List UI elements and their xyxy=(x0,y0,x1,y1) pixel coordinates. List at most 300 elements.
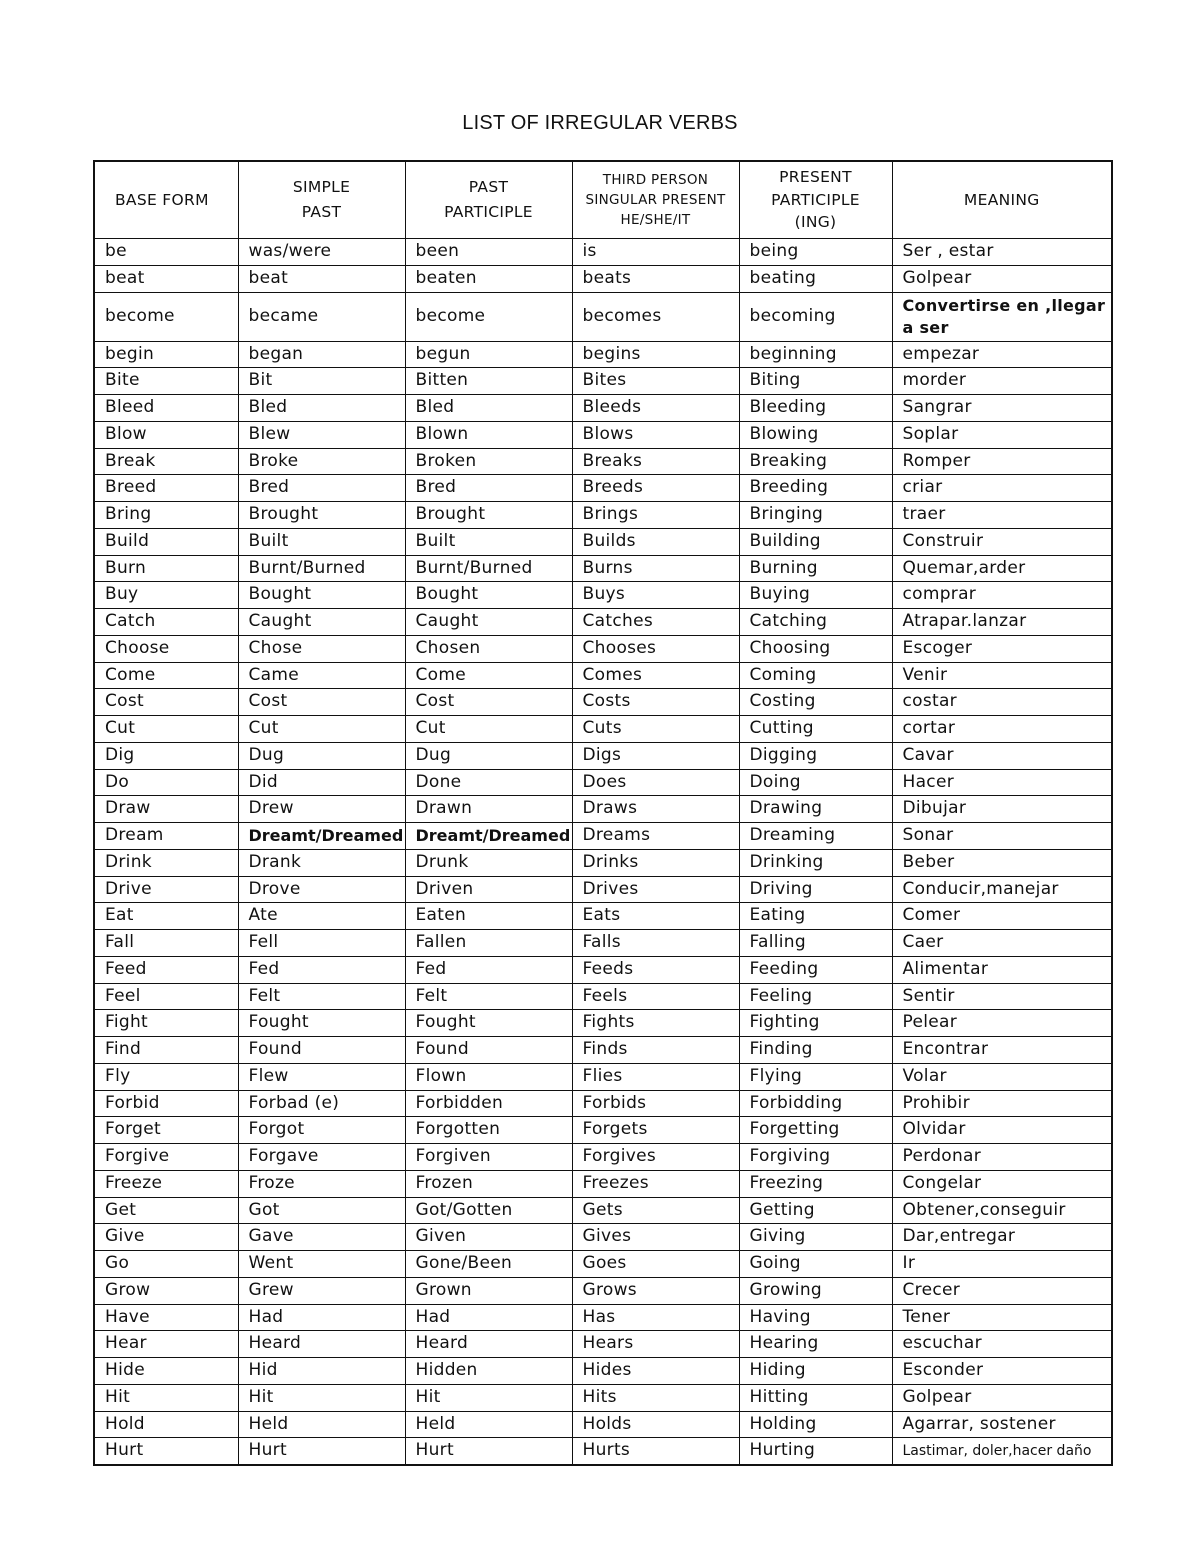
cell-base-form: Forgive xyxy=(94,1144,238,1171)
cell-present-participle: Forgiving xyxy=(739,1144,892,1171)
cell-meaning: Volar xyxy=(892,1063,1112,1090)
cell-third-person: becomes xyxy=(572,292,739,341)
cell-past-participle: Bought xyxy=(405,582,572,609)
table-row xyxy=(94,635,1112,662)
header-past-participle xyxy=(405,161,572,239)
cell-meaning: Lastimar, doler,hacer daño xyxy=(892,1438,1112,1465)
cell-simple-past: Bred xyxy=(238,475,405,502)
table-row xyxy=(94,265,1112,292)
cell-past-participle: Found xyxy=(405,1037,572,1064)
header-line: PAST xyxy=(468,178,509,197)
cell-past-participle: Had xyxy=(405,1304,572,1331)
table-row xyxy=(94,1411,1112,1438)
cell-past-participle: Dreamt/Dreamed xyxy=(405,823,572,850)
table-row xyxy=(94,582,1112,609)
cell-present-participle: Hurting xyxy=(739,1438,892,1465)
table-row xyxy=(94,1170,1112,1197)
header-line: PARTICIPLE xyxy=(444,203,533,221)
cell-simple-past: Had xyxy=(238,1304,405,1331)
cell-base-form: Fall xyxy=(94,930,238,957)
cell-base-form: Catch xyxy=(94,609,238,636)
cell-present-participle: Feeding xyxy=(739,956,892,983)
cell-simple-past: Dug xyxy=(238,742,405,769)
cell-third-person: Builds xyxy=(572,528,739,555)
table-body xyxy=(94,239,1112,1466)
cell-meaning: Golpear xyxy=(892,265,1112,292)
cell-past-participle: Flown xyxy=(405,1063,572,1090)
cell-simple-past: Forgot xyxy=(238,1117,405,1144)
cell-meaning: Esconder xyxy=(892,1358,1112,1385)
cell-base-form: Do xyxy=(94,769,238,796)
cell-present-participle: beating xyxy=(739,265,892,292)
cell-third-person: Does xyxy=(572,769,739,796)
table-row xyxy=(94,1197,1112,1224)
cell-simple-past: Fell xyxy=(238,930,405,957)
table-row xyxy=(94,1144,1112,1171)
table-row xyxy=(94,930,1112,957)
cell-present-participle: Cutting xyxy=(739,716,892,743)
cell-third-person: Flies xyxy=(572,1063,739,1090)
cell-past-participle: Cost xyxy=(405,689,572,716)
cell-simple-past: Caught xyxy=(238,609,405,636)
cell-base-form: Eat xyxy=(94,903,238,930)
cell-third-person: Falls xyxy=(572,930,739,957)
cell-past-participle: Cut xyxy=(405,716,572,743)
cell-past-participle: Drunk xyxy=(405,849,572,876)
cell-past-participle: Heard xyxy=(405,1331,572,1358)
cell-meaning: Ser , estar xyxy=(892,239,1112,266)
table-row xyxy=(94,742,1112,769)
table-row xyxy=(94,1037,1112,1064)
cell-meaning: Dibujar xyxy=(892,796,1112,823)
cell-simple-past: Fed xyxy=(238,956,405,983)
cell-past-participle: Caught xyxy=(405,609,572,636)
cell-third-person: Hurts xyxy=(572,1438,739,1465)
cell-third-person: Drinks xyxy=(572,849,739,876)
cell-base-form: Choose xyxy=(94,635,238,662)
cell-present-participle: Catching xyxy=(739,609,892,636)
cell-base-form: Bring xyxy=(94,502,238,529)
cell-simple-past: beat xyxy=(238,265,405,292)
cell-base-form: Forget xyxy=(94,1117,238,1144)
cell-present-participle: Coming xyxy=(739,662,892,689)
cell-present-participle: Getting xyxy=(739,1197,892,1224)
header-line: PRESENT xyxy=(779,168,852,187)
cell-third-person: Cuts xyxy=(572,716,739,743)
cell-third-person: Dreams xyxy=(572,823,739,850)
cell-simple-past: Grew xyxy=(238,1277,405,1304)
table-row xyxy=(94,1063,1112,1090)
cell-present-participle: Hiding xyxy=(739,1358,892,1385)
table-row xyxy=(94,421,1112,448)
cell-past-participle: Drawn xyxy=(405,796,572,823)
cell-base-form: Feel xyxy=(94,983,238,1010)
cell-present-participle: Freezing xyxy=(739,1170,892,1197)
cell-past-participle: Driven xyxy=(405,876,572,903)
cell-third-person: is xyxy=(572,239,739,266)
table-row xyxy=(94,555,1112,582)
header-line: (ING) xyxy=(794,213,837,232)
header-meaning: MEANING xyxy=(892,161,1112,239)
cell-present-participle: Digging xyxy=(739,742,892,769)
cell-past-participle: Brought xyxy=(405,502,572,529)
cell-present-participle: becoming xyxy=(739,292,892,341)
cell-past-participle: Bitten xyxy=(405,368,572,395)
cell-third-person: Bleeds xyxy=(572,395,739,422)
cell-third-person: Feeds xyxy=(572,956,739,983)
table-row xyxy=(94,475,1112,502)
cell-simple-past: Hit xyxy=(238,1384,405,1411)
cell-present-participle: Drawing xyxy=(739,796,892,823)
cell-past-participle: Hidden xyxy=(405,1358,572,1385)
table-row xyxy=(94,1277,1112,1304)
cell-meaning: escuchar xyxy=(892,1331,1112,1358)
cell-base-form: become xyxy=(94,292,238,341)
table-row xyxy=(94,502,1112,529)
cell-simple-past: Brought xyxy=(238,502,405,529)
cell-present-participle: Having xyxy=(739,1304,892,1331)
cell-past-participle: Hurt xyxy=(405,1438,572,1465)
page-title: LIST OF IRREGULAR VERBS xyxy=(462,112,738,134)
cell-third-person: Catches xyxy=(572,609,739,636)
cell-present-participle: Forgetting xyxy=(739,1117,892,1144)
cell-meaning: Dar,entregar xyxy=(892,1224,1112,1251)
header-row xyxy=(94,161,1112,239)
cell-meaning: Encontrar xyxy=(892,1037,1112,1064)
cell-meaning: Venir xyxy=(892,662,1112,689)
cell-third-person: Has xyxy=(572,1304,739,1331)
cell-meaning: Pelear xyxy=(892,1010,1112,1037)
table-row xyxy=(94,1251,1112,1278)
table-row xyxy=(94,876,1112,903)
cell-third-person: Fights xyxy=(572,1010,739,1037)
cell-third-person: Feels xyxy=(572,983,739,1010)
cell-meaning: Quemar,arder xyxy=(892,555,1112,582)
cell-meaning: Sonar xyxy=(892,823,1112,850)
header-simple-past xyxy=(238,161,405,239)
cell-base-form: Get xyxy=(94,1197,238,1224)
cell-meaning: morder xyxy=(892,368,1112,395)
cell-past-participle: become xyxy=(405,292,572,341)
header-line: PAST xyxy=(301,203,342,221)
cell-past-participle: Built xyxy=(405,528,572,555)
table-row xyxy=(94,716,1112,743)
table-row xyxy=(94,1117,1112,1144)
cell-third-person: beats xyxy=(572,265,739,292)
cell-present-participle: Building xyxy=(739,528,892,555)
cell-past-participle: Gone/Been xyxy=(405,1251,572,1278)
cell-past-participle: Felt xyxy=(405,983,572,1010)
cell-base-form: Grow xyxy=(94,1277,238,1304)
cell-simple-past: Burnt/Burned xyxy=(238,555,405,582)
cell-present-participle: Drinking xyxy=(739,849,892,876)
cell-base-form: Feed xyxy=(94,956,238,983)
table-row xyxy=(94,1090,1112,1117)
cell-base-form: Drive xyxy=(94,876,238,903)
cell-present-participle: beginning xyxy=(739,341,892,368)
cell-present-participle: Dreaming xyxy=(739,823,892,850)
table-row xyxy=(94,239,1112,266)
table-row xyxy=(94,796,1112,823)
cell-present-participle: Biting xyxy=(739,368,892,395)
cell-third-person: Digs xyxy=(572,742,739,769)
cell-present-participle: Forbidding xyxy=(739,1090,892,1117)
cell-meaning: Prohibir xyxy=(892,1090,1112,1117)
cell-past-participle: Dug xyxy=(405,742,572,769)
cell-simple-past: Chose xyxy=(238,635,405,662)
cell-meaning: Caer xyxy=(892,930,1112,957)
cell-simple-past: Bit xyxy=(238,368,405,395)
cell-base-form: Have xyxy=(94,1304,238,1331)
cell-third-person: Hears xyxy=(572,1331,739,1358)
cell-base-form: Bite xyxy=(94,368,238,395)
cell-present-participle: Growing xyxy=(739,1277,892,1304)
cell-meaning: Convertirse en ,llegar a ser xyxy=(892,292,1112,341)
table-row xyxy=(94,609,1112,636)
cell-third-person: Grows xyxy=(572,1277,739,1304)
cell-base-form: Cost xyxy=(94,689,238,716)
cell-present-participle: Flying xyxy=(739,1063,892,1090)
cell-past-participle: Frozen xyxy=(405,1170,572,1197)
table-row xyxy=(94,1224,1112,1251)
cell-simple-past: Forgave xyxy=(238,1144,405,1171)
table-row xyxy=(94,448,1112,475)
cell-base-form: Buy xyxy=(94,582,238,609)
cell-simple-past: Cut xyxy=(238,716,405,743)
cell-base-form: Give xyxy=(94,1224,238,1251)
cell-past-participle: Chosen xyxy=(405,635,572,662)
cell-base-form: Break xyxy=(94,448,238,475)
cell-third-person: begins xyxy=(572,341,739,368)
cell-third-person: Gives xyxy=(572,1224,739,1251)
cell-simple-past: Drank xyxy=(238,849,405,876)
cell-third-person: Chooses xyxy=(572,635,739,662)
cell-past-participle: Eaten xyxy=(405,903,572,930)
cell-base-form: be xyxy=(94,239,238,266)
cell-present-participle: Bringing xyxy=(739,502,892,529)
cell-meaning: criar xyxy=(892,475,1112,502)
cell-simple-past: Hurt xyxy=(238,1438,405,1465)
table-row xyxy=(94,368,1112,395)
cell-base-form: Hide xyxy=(94,1358,238,1385)
table-row xyxy=(94,1010,1112,1037)
cell-meaning: empezar xyxy=(892,341,1112,368)
cell-simple-past: Heard xyxy=(238,1331,405,1358)
cell-meaning: traer xyxy=(892,502,1112,529)
table-header xyxy=(94,161,1112,239)
cell-simple-past: Broke xyxy=(238,448,405,475)
cell-simple-past: Found xyxy=(238,1037,405,1064)
cell-present-participle: Falling xyxy=(739,930,892,957)
cell-simple-past: Went xyxy=(238,1251,405,1278)
cell-meaning: Romper xyxy=(892,448,1112,475)
cell-meaning: Sentir xyxy=(892,983,1112,1010)
cell-meaning: Crecer xyxy=(892,1277,1112,1304)
cell-meaning: Tener xyxy=(892,1304,1112,1331)
cell-past-participle: Come xyxy=(405,662,572,689)
cell-third-person: Burns xyxy=(572,555,739,582)
cell-past-participle: Bled xyxy=(405,395,572,422)
cell-meaning: Sangrar xyxy=(892,395,1112,422)
table-row xyxy=(94,1438,1112,1465)
cell-present-participle: Going xyxy=(739,1251,892,1278)
cell-past-participle: Fallen xyxy=(405,930,572,957)
cell-past-participle: Forgotten xyxy=(405,1117,572,1144)
cell-third-person: Freezes xyxy=(572,1170,739,1197)
table-row xyxy=(94,1384,1112,1411)
cell-third-person: Gets xyxy=(572,1197,739,1224)
cell-simple-past: Ate xyxy=(238,903,405,930)
table-row xyxy=(94,395,1112,422)
cell-meaning: Ir xyxy=(892,1251,1112,1278)
cell-meaning: costar xyxy=(892,689,1112,716)
cell-simple-past: Felt xyxy=(238,983,405,1010)
cell-past-participle: Burnt/Burned xyxy=(405,555,572,582)
cell-present-participle: Holding xyxy=(739,1411,892,1438)
cell-third-person: Holds xyxy=(572,1411,739,1438)
cell-third-person: Breeds xyxy=(572,475,739,502)
cell-third-person: Drives xyxy=(572,876,739,903)
cell-past-participle: been xyxy=(405,239,572,266)
cell-present-participle: Burning xyxy=(739,555,892,582)
cell-present-participle: Costing xyxy=(739,689,892,716)
cell-past-participle: Hit xyxy=(405,1384,572,1411)
cell-base-form: Go xyxy=(94,1251,238,1278)
cell-meaning: cortar xyxy=(892,716,1112,743)
cell-past-participle: Blown xyxy=(405,421,572,448)
cell-simple-past: became xyxy=(238,292,405,341)
header-line: SINGULAR PRESENT xyxy=(585,191,726,208)
cell-past-participle: Forgiven xyxy=(405,1144,572,1171)
table-row xyxy=(94,341,1112,368)
cell-simple-past: Forbad (e) xyxy=(238,1090,405,1117)
cell-third-person: Forbids xyxy=(572,1090,739,1117)
cell-past-participle: Fought xyxy=(405,1010,572,1037)
cell-past-participle: Forbidden xyxy=(405,1090,572,1117)
cell-third-person: Buys xyxy=(572,582,739,609)
cell-present-participle: Driving xyxy=(739,876,892,903)
cell-base-form: Bleed xyxy=(94,395,238,422)
cell-present-participle: Giving xyxy=(739,1224,892,1251)
header-base-form: BASE FORM xyxy=(94,161,238,239)
cell-base-form: Fight xyxy=(94,1010,238,1037)
cell-meaning: Hacer xyxy=(892,769,1112,796)
cell-meaning: Construir xyxy=(892,528,1112,555)
cell-meaning: Golpear xyxy=(892,1384,1112,1411)
cell-simple-past: Drove xyxy=(238,876,405,903)
cell-meaning: Comer xyxy=(892,903,1112,930)
table-row xyxy=(94,689,1112,716)
cell-present-participle: Breeding xyxy=(739,475,892,502)
cell-base-form: Cut xyxy=(94,716,238,743)
table-row xyxy=(94,823,1112,850)
header-present-participle xyxy=(739,161,892,239)
cell-present-participle: Doing xyxy=(739,769,892,796)
cell-meaning: Atrapar.lanzar xyxy=(892,609,1112,636)
irregular-verbs-table xyxy=(93,160,1113,1466)
cell-past-participle: beaten xyxy=(405,265,572,292)
cell-present-participle: Eating xyxy=(739,903,892,930)
cell-third-person: Finds xyxy=(572,1037,739,1064)
cell-meaning: Perdonar xyxy=(892,1144,1112,1171)
cell-meaning: Escoger xyxy=(892,635,1112,662)
cell-base-form: beat xyxy=(94,265,238,292)
cell-present-participle: Choosing xyxy=(739,635,892,662)
cell-present-participle: Fighting xyxy=(739,1010,892,1037)
cell-third-person: Comes xyxy=(572,662,739,689)
cell-base-form: Draw xyxy=(94,796,238,823)
cell-present-participle: Breaking xyxy=(739,448,892,475)
cell-meaning: Cavar xyxy=(892,742,1112,769)
cell-third-person: Eats xyxy=(572,903,739,930)
cell-base-form: Find xyxy=(94,1037,238,1064)
cell-past-participle: begun xyxy=(405,341,572,368)
table-row xyxy=(94,849,1112,876)
cell-meaning: Congelar xyxy=(892,1170,1112,1197)
header-third-person xyxy=(572,161,739,239)
cell-simple-past: Froze xyxy=(238,1170,405,1197)
cell-third-person: Forgives xyxy=(572,1144,739,1171)
cell-simple-past: Dreamt/Dreamed xyxy=(238,823,405,850)
cell-base-form: Forbid xyxy=(94,1090,238,1117)
cell-base-form: Build xyxy=(94,528,238,555)
cell-past-participle: Held xyxy=(405,1411,572,1438)
cell-base-form: Dream xyxy=(94,823,238,850)
cell-simple-past: Did xyxy=(238,769,405,796)
cell-meaning: Soplar xyxy=(892,421,1112,448)
cell-simple-past: Built xyxy=(238,528,405,555)
cell-base-form: Drink xyxy=(94,849,238,876)
cell-base-form: Hear xyxy=(94,1331,238,1358)
cell-present-participle: Buying xyxy=(739,582,892,609)
cell-simple-past: Drew xyxy=(238,796,405,823)
cell-third-person: Goes xyxy=(572,1251,739,1278)
cell-simple-past: was/were xyxy=(238,239,405,266)
cell-meaning: comprar xyxy=(892,582,1112,609)
cell-simple-past: Held xyxy=(238,1411,405,1438)
table-row xyxy=(94,528,1112,555)
cell-third-person: Costs xyxy=(572,689,739,716)
cell-base-form: Come xyxy=(94,662,238,689)
cell-simple-past: Hid xyxy=(238,1358,405,1385)
cell-simple-past: Fought xyxy=(238,1010,405,1037)
cell-third-person: Hits xyxy=(572,1384,739,1411)
cell-base-form: Breed xyxy=(94,475,238,502)
cell-base-form: Blow xyxy=(94,421,238,448)
cell-base-form: Dig xyxy=(94,742,238,769)
cell-simple-past: Blew xyxy=(238,421,405,448)
cell-simple-past: Bought xyxy=(238,582,405,609)
cell-past-participle: Done xyxy=(405,769,572,796)
cell-third-person: Draws xyxy=(572,796,739,823)
cell-meaning: Beber xyxy=(892,849,1112,876)
cell-meaning: Agarrar, sostener xyxy=(892,1411,1112,1438)
cell-third-person: Brings xyxy=(572,502,739,529)
cell-present-participle: Bleeding xyxy=(739,395,892,422)
table-row xyxy=(94,1304,1112,1331)
cell-past-participle: Fed xyxy=(405,956,572,983)
cell-simple-past: Got xyxy=(238,1197,405,1224)
cell-base-form: Hit xyxy=(94,1384,238,1411)
cell-past-participle: Grown xyxy=(405,1277,572,1304)
cell-past-participle: Broken xyxy=(405,448,572,475)
table-row xyxy=(94,662,1112,689)
header-line: THIRD PERSON xyxy=(602,171,709,188)
table-row xyxy=(94,983,1112,1010)
cell-past-participle: Got/Gotten xyxy=(405,1197,572,1224)
cell-meaning: Olvidar xyxy=(892,1117,1112,1144)
cell-third-person: Blows xyxy=(572,421,739,448)
